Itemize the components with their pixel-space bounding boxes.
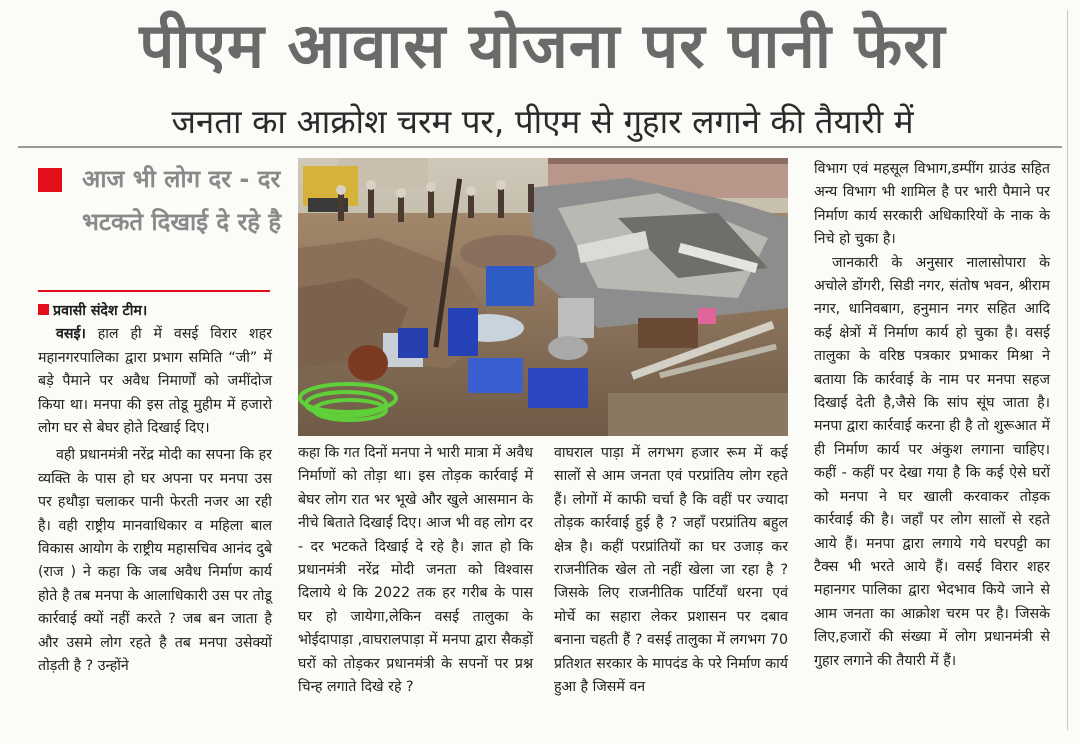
paragraph: विभाग एवं महसूल विभाग,डम्पींग ग्राउंड सहित अन्य विभाग भी शामिल है पर भारी पैमाने पर निर्माण कार्य सरकारी अधिकारियों के नाक के निचे हो चुका है। — [814, 161, 1050, 248]
demolition-photo — [298, 158, 788, 436]
page-edge-rule — [1067, 10, 1068, 730]
byline — [38, 300, 272, 323]
article-column-3 — [554, 442, 788, 699]
paragraph: कहा कि गत दिनों मनपा ने भारी मात्रा में अवैध निर्माणों को तोड़ा था। इस तोड़क कार्रवाई में बेघर लोग रात भर भूखे और खुले आसमान के नीचे बिताते दिखाई दिए। आज भी वह लोग दर - दर भटकते दिखाई दे रहे है। ज्ञात हो कि प्रधानमंत्री नरेंद्र मोदी जनता को विश्वास दिलाये थे कि 2022 तक हर गरीब के पास घर हो जायेगा,लेकिन वसई तालुका के भोईदापाड़ा ,वाघरालपाड़ा में मनपा द्वारा सैकड़ों घरों को तोड़कर प्रधानमंत्री के सपनों पर प्रश्न चिन्ह लगाते दिखे रहे ? — [298, 445, 533, 696]
headline-divider — [18, 146, 1062, 148]
paragraph-text: हाल ही में वसई विरार शहर महानगरपालिका द्वारा प्रभाग समिति “जी” में बड़े पैमाने पर अवैध निमार्णों को जमींदोज किया था। मनपा की इस तोडू मुहीम में हजारो लोग घर से बेघर होते दिखाई दिए। — [38, 326, 272, 437]
paragraph: वाघराल पाड़ा में लगभग हजार रूम में कई सालों से आम जनता एवं परप्रांतिय लोग रहते हैं। लोगों में काफी चर्चा है कि वहीं पर ज्यादा तोड़क कार्रवाई हुई है ? जहाँ परप्रांतिय बहुल क्षेत्र है। कहीं परप्रांतियों का घर उजाड़ कर राजनीतिक खेल तो नहीं खेला जा रहा है ? जिसके लिए राजनीतिक पार्टियाँ धरना एवं मोर्चे का सहारा लेकर प्रशासन पर दबाव बनाना चहती हैं ? वसई तालुका में लगभग 70 प्रतिशत सरकार के मापदंड के परे निर्माण कार्य हुआ है जिसमें वन — [554, 445, 788, 696]
paragraph: वही प्रधानमंत्री नरेंद्र मोदी का सपना कि हर व्यक्ति के पास हो घर अपना पर मनपा उस पर हथौड़ा चलाकर पानी फेरती नजर आ रही है। वही राष्ट्रीय मानवाधिकार व महिला बाल विकास आयोग के राष्ट्रीय महासचिव आनंद दुबे (राज ) ने कहा कि जब अवैध निर्माण कार्य होते है तब मनपा के आलाधिकारी उस पर तोडू कार्रवाई क्यों नहीं करते ? जब बन जाता है और उसमे लोग रहते है तब मनपा उसेक्यों तोड़ती है ? उन्होंने — [38, 447, 272, 675]
dateline: वसई। — [56, 326, 86, 343]
byline-text: प्रवासी संदेश टीम। — [53, 303, 148, 319]
subheadline: जनता का आक्रोश चरम पर, पीएम से गुहार लगाने की तैयारी में — [171, 102, 914, 141]
article-column-2 — [298, 442, 533, 699]
pull-quote-text: आज भी लोग दर - दर भटकते दिखाई दे रहे है — [82, 165, 282, 236]
demolition-photo-image — [298, 158, 788, 436]
article-column-1 — [38, 300, 272, 679]
red-square-bullet — [38, 168, 62, 192]
article-column-4 — [814, 158, 1050, 673]
red-square-icon — [38, 304, 49, 315]
pull-quote-rule — [38, 290, 270, 292]
headline: पीएम आवास योजना पर पानी फेरा — [139, 9, 946, 82]
paragraph — [38, 323, 272, 440]
paragraph: जानकारी के अनुसार नालासोपारा के अचोले डोंगरी, सिडी नगर, संतोष भवन, श्रीराम नगर, धानिवबाग, हनुमान नगर सहित आदि कई क्षेत्रों में निर्माण कार्य हो चुका है। वसई तालुका के वरिष्ठ पत्रकार प्रभाकर मिश्रा ने बताया कि कार्रवाई के नाम पर मनपा सहज दिखाई देती है,जैसे कि सांप सूंघ जाता है।मनपा द्वारा कार्रवाई करना ही है तो शुरूआत में ही निर्माण कार्य पर अंकुश लगाना चाहिए। कहीं - कहीं पर देखा गया है कि कई ऐसे घरों को मनपा ने घर खाली करवाकर तोड़क कार्रवाई की है। जहाँ पर लोग सालों से रहते आये हैं। मनपा द्वारा लगाये गये घरपट्टी का टैक्स भी भरते आये हैं। वसई विरार शहर महानगर पालिका द्वारा भेदभाव किये जाने से आम जनता का आक्रोश चरम पर है। जिसके लिए,हजारों की संख्या में लोग प्रधानमंत्री से गुहार लगाने की तैयारी में हैं। — [814, 254, 1050, 669]
